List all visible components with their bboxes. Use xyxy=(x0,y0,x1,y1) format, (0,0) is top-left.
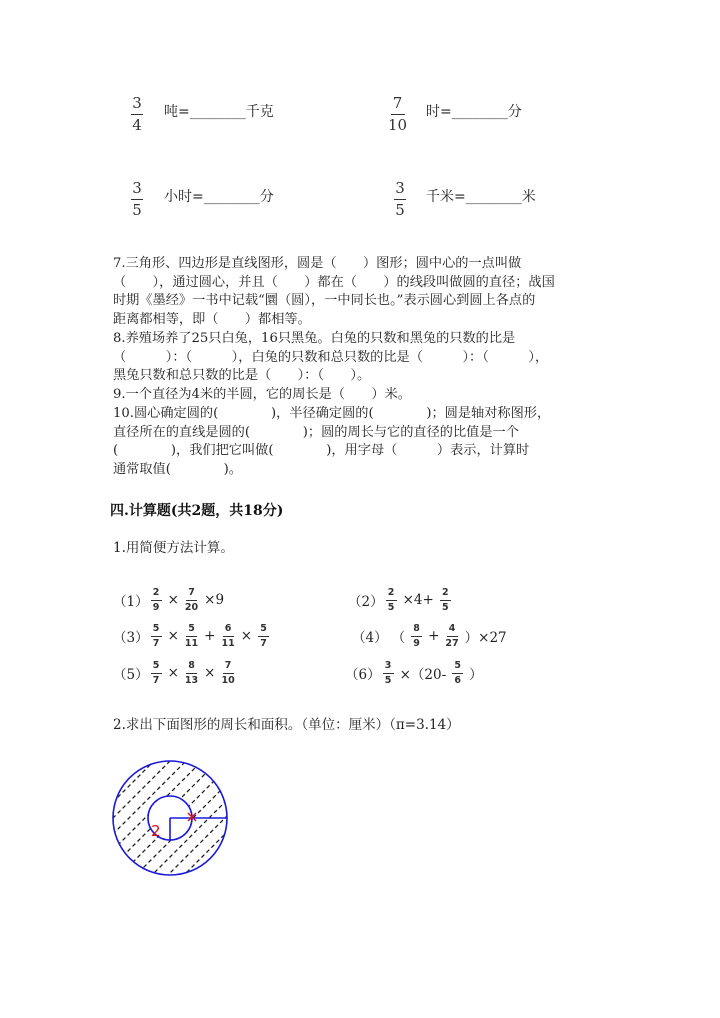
question-8 xyxy=(113,330,613,386)
question-7-line: 距离都相等，即（ ）都相等。 xyxy=(113,312,311,328)
conversion-tons: 吨=________千克 xyxy=(164,104,274,120)
annulus-figure xyxy=(108,755,232,885)
question-9-line: 9.一个直径为4米的半圆，它的周长是（ ）米。 xyxy=(113,387,411,402)
inner-radius-label: 2 xyxy=(151,822,161,840)
calc-item-1: （1） 2 9 × 7 20 ×9 xyxy=(113,587,225,613)
question-7-line: 时期《墨经》一书中记载“圜（圆），一中同长也。”表示圆心到圆上各点的 xyxy=(113,293,536,309)
question-10-line: ( )，我们把它叫做( )，用字母（ ）表示，计算时 xyxy=(113,443,530,459)
calc-prompt: 1.用简便方法计算。 xyxy=(113,540,234,556)
question-10-line: 10.圆心确定圆的( )，半径确定圆的( )；圆是轴对称图形， xyxy=(113,406,551,421)
question-8-line: （ ）：（ ），白兔的只数和总只数的比是（ ）：（ ）， xyxy=(113,349,549,365)
calc-item-6: （6） 3 5 ×（20- 5 6 ） xyxy=(345,660,483,686)
conversion-hours: 时=________分 xyxy=(426,104,522,120)
calc-item-5: （5） 5 7 × 8 13 × 7 10 xyxy=(113,660,235,686)
calc-item-4: （4） （ 8 9 + 4 27 ）×27 xyxy=(352,623,507,649)
question-7 xyxy=(113,255,613,330)
question-10 xyxy=(113,405,613,480)
fraction-3-4: 3 4 xyxy=(132,94,142,134)
question-10-line: 通常取值( )。 xyxy=(113,462,242,478)
question-9 xyxy=(113,386,613,405)
conversion-hours-minutes: 小时=________分 xyxy=(164,189,274,205)
calc-item-3: （3） 5 7 × 5 11 + 6 11 × 5 7 xyxy=(113,624,271,648)
conversion-km: 千米=________米 xyxy=(426,189,536,205)
question-2-prompt: 2.求出下面图形的周长和面积。（单位：厘米）（π=3.14） xyxy=(113,717,460,733)
question-10-line: 直径所在的直线是圆的( )；圆的周长与它的直径的比值是一个 xyxy=(113,424,519,440)
question-8-line: 8.养殖场养了25只白兔，16只黑兔。白兔的只数和黑兔的只数的比是 xyxy=(113,331,516,346)
question-7-line: （ ），通过圆心，并且（ ）都在（ ）的线段叫做圆的直径；战国 xyxy=(113,274,555,290)
fraction-3-5-a: 3 5 xyxy=(132,179,142,219)
fraction-7-10: 7 10 xyxy=(388,94,408,134)
section-title: 四.计算题(共2题，共18分) xyxy=(110,503,284,519)
question-7-line: 7.三角形、四边形是直线图形，圆是（ ）图形；圆中心的一点叫做 xyxy=(113,256,522,271)
question-8-line: 黑兔只数和总只数的比是（ ）：（ ）。 xyxy=(113,368,371,384)
calc-item-2: （2） 2 5 ×4+ 2 5 xyxy=(348,588,453,612)
fraction-3-5-b: 3 5 xyxy=(395,179,405,219)
